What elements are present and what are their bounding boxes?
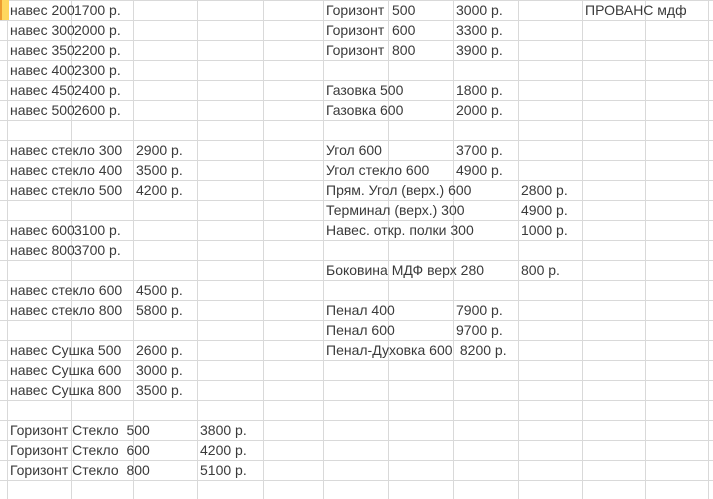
cell-r5-c8[interactable]: 1800 р.: [456, 82, 503, 98]
cell-r13-c1[interactable]: навес 800: [10, 242, 75, 258]
cell-r3-c8[interactable]: 3900 р.: [456, 42, 503, 58]
gridline-vertical-0: [7, 0, 8, 499]
gridline-horizontal-20: [0, 400, 713, 401]
cell-r6-c1[interactable]: навес 500: [10, 102, 75, 118]
cell-r22-c4[interactable]: 3800 р.: [200, 422, 247, 438]
cell-r1-c1[interactable]: навес 200: [10, 2, 75, 18]
cell-r4-c1[interactable]: навес 400: [10, 62, 75, 78]
cell-r13-c2[interactable]: 3700 р.: [74, 242, 121, 258]
cell-r23-c4[interactable]: 4200 р.: [200, 442, 247, 458]
cell-r17-c8[interactable]: 9700 р.: [456, 322, 503, 338]
gridline-vertical-9: [582, 0, 583, 499]
cell-r16-c8[interactable]: 7900 р.: [456, 302, 503, 318]
cell-r2-c8[interactable]: 3300 р.: [456, 22, 503, 38]
cell-r18-c6[interactable]: Пенал-Духовка 600: [326, 342, 453, 358]
catalog-title-cell[interactable]: ПРОВАНС мдф: [585, 2, 687, 18]
cell-r6-c6[interactable]: Газовка 600: [326, 102, 404, 118]
cell-r1-c2[interactable]: 1700 р.: [74, 2, 121, 18]
cell-r24-c4[interactable]: 5100 р.: [200, 462, 247, 478]
cell-r8-c1[interactable]: навес стекло 300: [10, 142, 123, 158]
highlighted-cell[interactable]: [0, 0, 9, 20]
cell-r8-c6[interactable]: Угол 600: [326, 142, 382, 158]
cell-r4-c2[interactable]: 2300 р.: [74, 62, 121, 78]
cell-r6-c2[interactable]: 2600 р.: [74, 102, 121, 118]
gridline-horizontal-6: [0, 120, 713, 121]
cell-r10-c1[interactable]: навес стекло 500: [10, 182, 123, 198]
cell-r1-c6[interactable]: Горизонт 500: [326, 2, 416, 18]
cell-r14-c9[interactable]: 800 р.: [521, 262, 560, 278]
cell-r9-c8[interactable]: 4900 р.: [456, 162, 503, 178]
cell-r9-c3[interactable]: 3500 р.: [136, 162, 183, 178]
cell-r10-c9[interactable]: 2800 р.: [521, 182, 568, 198]
cell-r16-c3[interactable]: 5800 р.: [136, 302, 183, 318]
gridline-vertical-3: [197, 0, 198, 499]
cell-r11-c9[interactable]: 4900 р.: [521, 202, 568, 218]
cell-r2-c6[interactable]: Горизонт 600: [326, 22, 416, 38]
cell-r11-c6[interactable]: Терминал (верх.) 300: [326, 202, 465, 218]
cell-r23-c1[interactable]: Горизонт Стекло 600: [10, 442, 150, 458]
cell-r18-c8[interactable]: 8200 р.: [456, 342, 507, 358]
gridline-vertical-7: [453, 0, 454, 499]
cell-r5-c1[interactable]: навес 450: [10, 82, 75, 98]
cell-r12-c9[interactable]: 1000 р.: [521, 222, 568, 238]
cell-r2-c2[interactable]: 2000 р.: [74, 22, 121, 38]
cell-r8-c8[interactable]: 3700 р.: [456, 142, 503, 158]
cell-r12-c1[interactable]: навес 600: [10, 222, 75, 238]
cell-r19-c3[interactable]: 3000 р.: [136, 362, 183, 378]
cell-r16-c1[interactable]: навес стекло 800: [10, 302, 123, 318]
cell-r3-c6[interactable]: Горизонт 800: [326, 42, 416, 58]
gridline-vertical-6: [388, 0, 389, 499]
cell-r17-c6[interactable]: Пенал 600: [326, 322, 395, 338]
gridline-vertical-10: [645, 0, 646, 499]
cell-r24-c1[interactable]: Горизонт Стекло 800: [10, 462, 150, 478]
cell-r15-c3[interactable]: 4500 р.: [136, 282, 183, 298]
cell-r18-c1[interactable]: навес Сушка 500: [10, 342, 122, 358]
cell-r2-c1[interactable]: навес 300: [10, 22, 75, 38]
cell-r8-c3[interactable]: 2900 р.: [136, 142, 183, 158]
gridline-vertical-8: [518, 0, 519, 499]
cell-r18-c3[interactable]: 2600 р.: [136, 342, 183, 358]
cell-r5-c6[interactable]: Газовка 500: [326, 82, 404, 98]
gridline-vertical-4: [263, 0, 264, 499]
cell-r9-c6[interactable]: Угол стекло 600: [326, 162, 430, 178]
cell-r20-c1[interactable]: навес Сушка 800: [10, 382, 122, 398]
gridline-horizontal-24: [0, 480, 713, 481]
cell-r14-c6[interactable]: Боковина МДФ верх 280: [326, 262, 485, 278]
cell-r19-c1[interactable]: навес Сушка 600: [10, 362, 122, 378]
cell-r6-c8[interactable]: 2000 р.: [456, 102, 503, 118]
gridline-vertical-5: [323, 0, 324, 499]
cell-r5-c2[interactable]: 2400 р.: [74, 82, 121, 98]
cell-r12-c6[interactable]: Навес. откр. полки 300: [326, 222, 474, 238]
gridline-vertical-11: [708, 0, 709, 499]
cell-r12-c2[interactable]: 3100 р.: [74, 222, 121, 238]
cell-r1-c8[interactable]: 3000 р.: [456, 2, 503, 18]
cell-r3-c1[interactable]: навес 350: [10, 42, 75, 58]
cell-r10-c6[interactable]: Прям. Угол (верх.) 600: [326, 182, 472, 198]
cell-r16-c6[interactable]: Пенал 400: [326, 302, 395, 318]
cell-r9-c1[interactable]: навес стекло 400: [10, 162, 123, 178]
cell-r22-c1[interactable]: Горизонт Стекло 500: [10, 422, 150, 438]
cell-r10-c3[interactable]: 4200 р.: [136, 182, 183, 198]
cell-r15-c1[interactable]: навес стекло 600: [10, 282, 123, 298]
cell-r20-c3[interactable]: 3500 р.: [136, 382, 183, 398]
cell-r3-c2[interactable]: 2200 р.: [74, 42, 121, 58]
